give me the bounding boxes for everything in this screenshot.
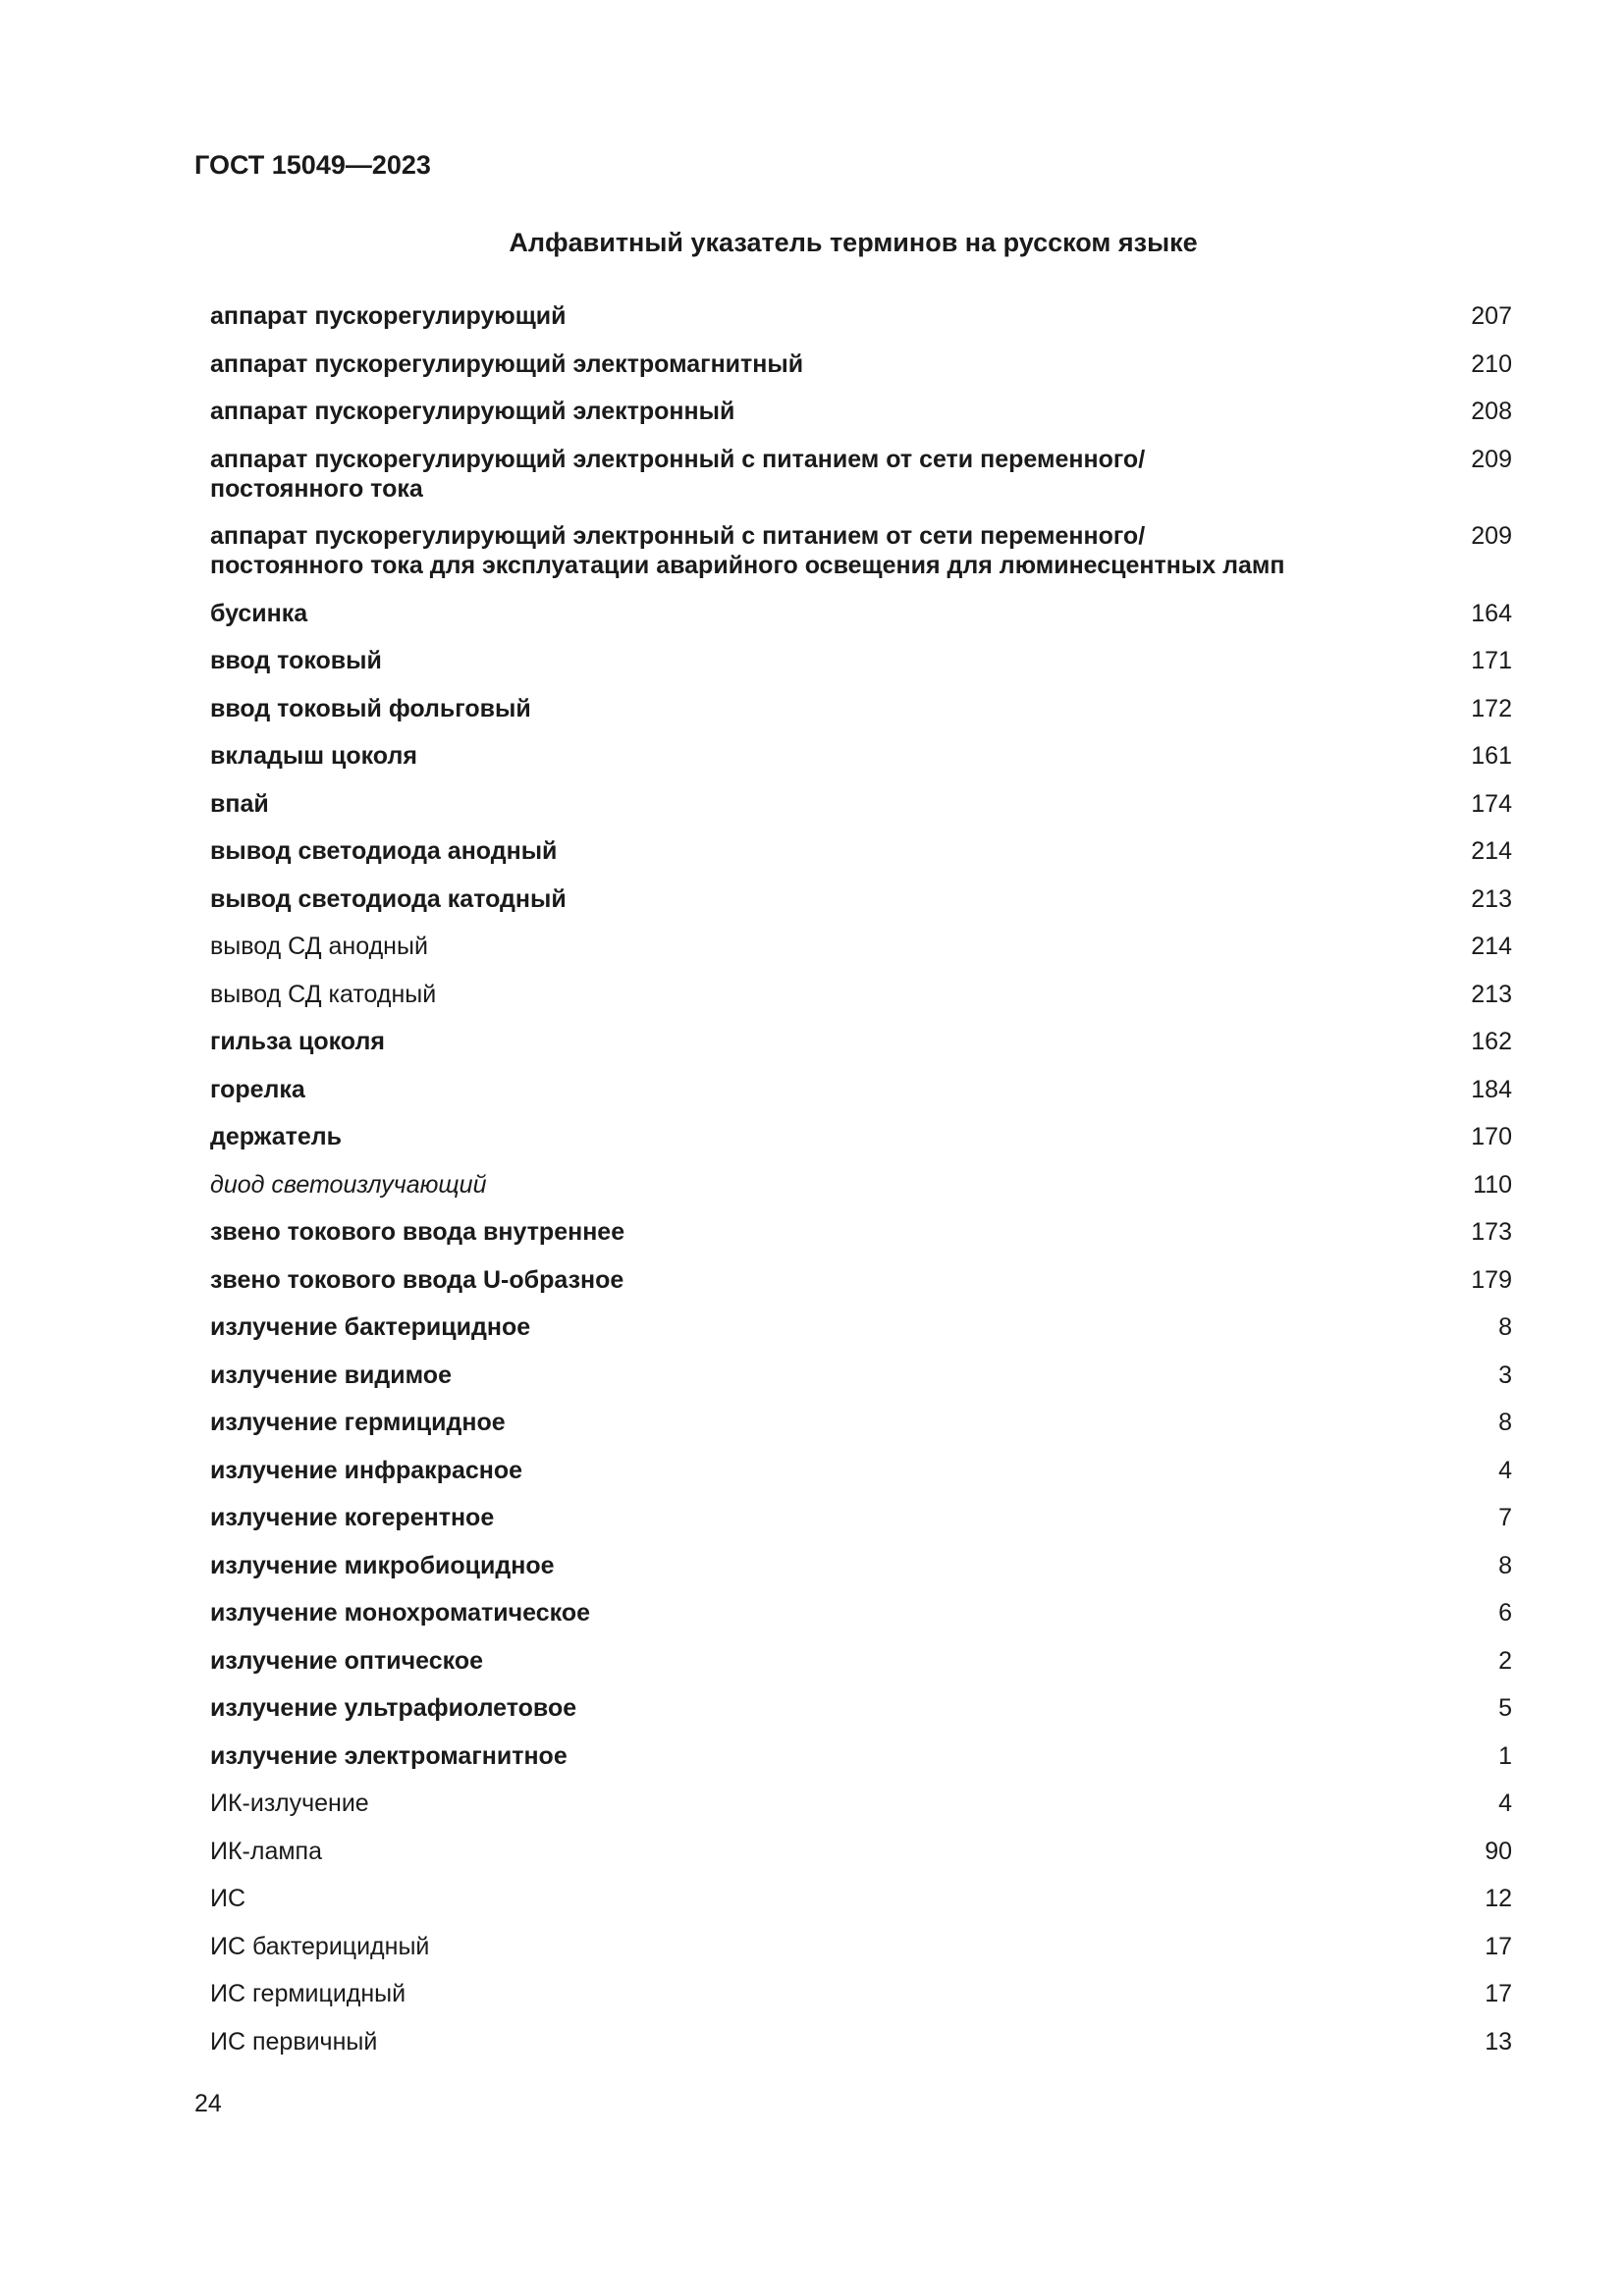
index-term [210,1456,1349,1485]
index-term-line: ИС гермицидный [210,1980,406,2007]
index-term [210,1170,1349,1200]
index-page-ref: 209 [1471,522,1512,550]
index-page-ref: 6 [1498,1599,1512,1627]
index-term [210,1503,1349,1532]
index-page-ref: 12 [1485,1885,1512,1912]
index-term [210,1789,1349,1818]
index-term [210,789,1349,819]
index-page-ref: 172 [1471,694,1512,722]
index-term-line: звено токового ввода U-образное [210,1265,624,1294]
index-term-line: ИС [210,1885,246,1912]
index-term [210,1551,1349,1580]
index-page-ref: 214 [1471,933,1512,960]
index-page-ref: 1 [1498,1741,1512,1770]
index-page-ref: 179 [1471,1265,1512,1294]
index-entry [210,1884,1512,1913]
index-page-ref: 213 [1471,884,1512,913]
index-page-ref: 7 [1498,1504,1512,1531]
index-term-line: излучение видимое [210,1361,452,1389]
index-term [210,2027,1349,2056]
index-term-line: вывод СД катодный [210,980,437,1008]
index-term [210,1932,1349,1961]
index-entry [210,521,1512,580]
index-title: Алфавитный указатель терминов на русском языке [509,228,1198,257]
index-term [210,836,1349,866]
index-term [210,349,1349,379]
index-term [210,980,1349,1009]
index-page-ref: 210 [1471,349,1512,378]
index-entry [210,1361,1512,1390]
index-term-line: излучение когерентное [210,1504,495,1531]
index-page-ref: 207 [1471,302,1512,330]
index-term-line: вывод светодиода катодный [210,884,567,913]
index-term-line: постоянного тока [210,474,423,503]
index-entry [210,980,1512,1009]
index-term-line: аппарат пускорегулирующий электронный с питанием от сети переменного/ [210,522,1146,550]
index-term-line: ИК-лампа [210,1837,322,1865]
index-term-line: гильза цоколя [210,1028,385,1055]
index-term-line: излучение бактерицидное [210,1313,531,1341]
index-term [210,741,1349,771]
index-entry [210,1598,1512,1628]
index-entry [210,2027,1512,2056]
index-term [210,1122,1349,1151]
index-page-ref: 209 [1471,445,1512,473]
index-entry [210,1217,1512,1247]
index-term [210,1884,1349,1913]
index-term [210,1837,1349,1866]
index-entry [210,1027,1512,1056]
index-term-line: вывод СД анодный [210,933,428,960]
index-page-ref: 2 [1498,1646,1512,1675]
index-term-line: излучение микробиоцидное [210,1551,555,1579]
index-term-line: излучение инфракрасное [210,1456,523,1484]
index-term-line: бусинка [210,599,308,627]
index-term [210,1265,1349,1295]
index-page-ref: 8 [1498,1313,1512,1341]
index-entry [210,1837,1512,1866]
index-entry [210,599,1512,628]
index-entry [210,445,1512,504]
index-page-ref: 17 [1485,1932,1512,1960]
index-entry [210,301,1512,331]
index-entry [210,694,1512,723]
index-page-ref: 213 [1471,980,1512,1008]
index-term [210,1979,1349,2008]
index-term-line: ИС первичный [210,2027,378,2056]
index-term [210,1027,1349,1056]
index-page-ref: 5 [1498,1694,1512,1722]
document-header: ГОСТ 15049—2023 [194,150,431,180]
index-entry [210,1979,1512,2008]
index-term [210,1312,1349,1342]
index-term-line: аппарат пускорегулирующий [210,302,567,330]
index-entry [210,789,1512,819]
index-entry [210,741,1512,771]
index-term-line: аппарат пускорегулирующий электронный [210,398,735,425]
index-term-line: излучение электромагнитное [210,1741,568,1770]
index-page-ref: 13 [1485,2027,1512,2056]
index-page-ref: 110 [1473,1170,1512,1199]
index-entry [210,836,1512,866]
index-term-line: вывод светодиода анодный [210,837,558,865]
index-term-line: диод светоизлучающий [210,1170,487,1199]
index-term-line: аппарат пускорегулирующий электромагнитный [210,349,804,378]
index-entry [210,1408,1512,1437]
index-page-ref: 4 [1498,1789,1512,1817]
index-entry [210,1075,1512,1104]
index-page-ref: 173 [1471,1218,1512,1246]
index-page-ref: 90 [1485,1837,1512,1865]
index-entry [210,932,1512,961]
index-entry [210,1170,1512,1200]
page-number: 24 [194,2090,222,2117]
index-term-line: излучение гермицидное [210,1409,506,1436]
index-page-ref: 164 [1471,599,1512,627]
index-entry [210,1503,1512,1532]
index-term [210,1646,1349,1676]
index-entry [210,349,1512,379]
index-term [210,646,1349,675]
index-term-line: аппарат пускорегулирующий электронный с питанием от сети переменного/ [210,445,1146,473]
index-term-line: излучение монохроматическое [210,1599,590,1627]
index-page-ref: 174 [1471,789,1512,818]
index-term [210,397,1349,426]
index-entry [210,1456,1512,1485]
index-term [210,301,1349,331]
index-term [210,521,1349,580]
index-term-line: постоянного тока для эксплуатации аварийного освещения для люминесцентных ламп [210,552,1285,579]
index-term-line: ИК-излучение [210,1789,369,1817]
index-term [210,932,1349,961]
index-term-line: ввод токовый [210,647,382,674]
index-entry [210,1741,1512,1771]
index-term [210,884,1349,914]
index-entry [210,1789,1512,1818]
index-entry [210,1932,1512,1961]
index-page-ref: 208 [1471,398,1512,425]
index-term-line: излучение оптическое [210,1646,483,1675]
index-term-line: вкладыш цоколя [210,742,417,770]
index-page-ref: 184 [1471,1075,1512,1103]
index-entry [210,1551,1512,1580]
index-page-ref: 171 [1471,647,1512,674]
index-term-line: впай [210,789,269,818]
index-entry [210,646,1512,675]
index-entry [210,1693,1512,1723]
index-term [210,1408,1349,1437]
index-page-ref: 3 [1498,1361,1512,1389]
index-page-ref: 162 [1471,1028,1512,1055]
index-page-ref: 161 [1471,742,1512,770]
index-page-ref: 8 [1498,1409,1512,1436]
index-term [210,1075,1349,1104]
index-term [210,1361,1349,1390]
index-page-ref: 214 [1471,837,1512,865]
index-entry [210,1122,1512,1151]
index-term-line: ИС бактерицидный [210,1932,430,1960]
index-term-line: звено токового ввода внутреннее [210,1218,625,1246]
index-term [210,694,1349,723]
index-page-ref: 8 [1498,1551,1512,1579]
index-term-line: ввод токовый фольговый [210,694,531,722]
index-term [210,1598,1349,1628]
index-entry [210,1265,1512,1295]
index-page-ref: 4 [1498,1456,1512,1484]
term-index-list [210,301,1512,2074]
index-entry [210,884,1512,914]
index-term [210,1217,1349,1247]
index-entry [210,1312,1512,1342]
index-page-ref: 17 [1485,1980,1512,2007]
index-term-line: излучение ультрафиолетовое [210,1694,577,1722]
index-page-ref: 170 [1471,1123,1512,1150]
index-term [210,1693,1349,1723]
index-entry [210,1646,1512,1676]
index-term-line: горелка [210,1075,305,1103]
index-term [210,1741,1349,1771]
index-entry [210,397,1512,426]
index-term-line: держатель [210,1123,343,1150]
index-term [210,445,1349,504]
index-term [210,599,1349,628]
